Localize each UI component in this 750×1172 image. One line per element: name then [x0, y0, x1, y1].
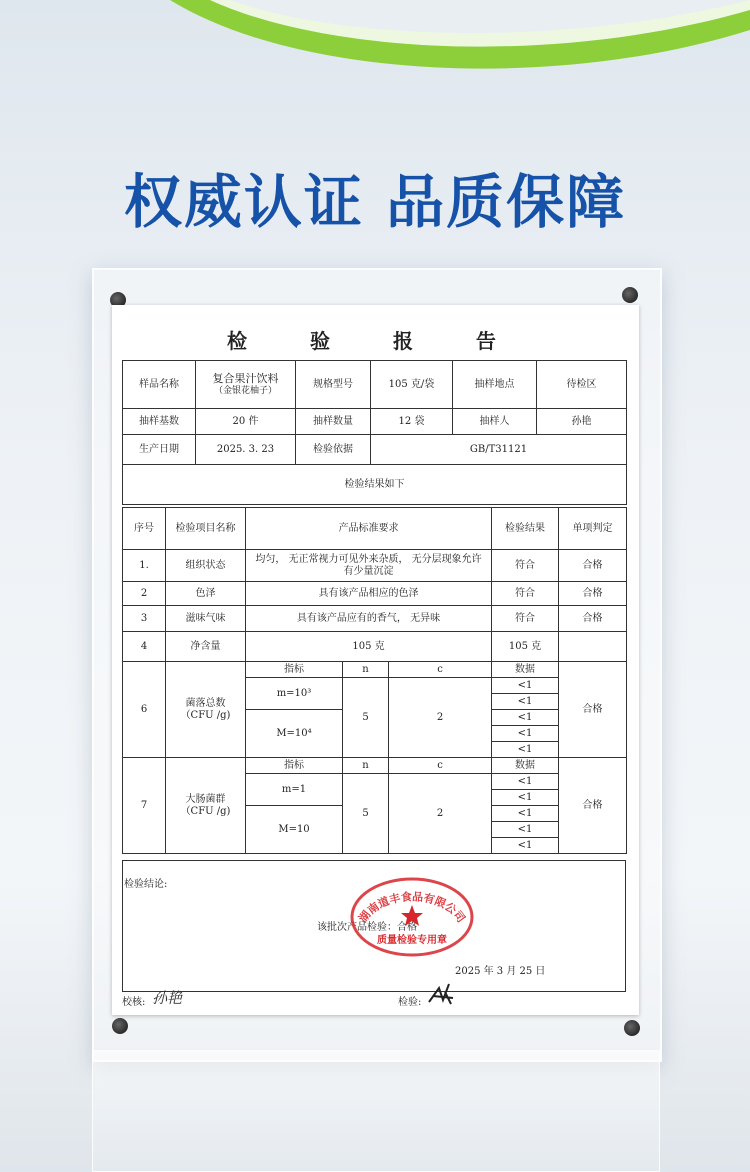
- row-verdict: 合格: [559, 550, 627, 582]
- basis-label: 检验依据: [296, 435, 371, 465]
- table-row: [123, 582, 627, 606]
- micro-n-header: n: [343, 662, 389, 678]
- micro-c: 2: [389, 678, 492, 758]
- results-table: [122, 507, 627, 854]
- micro-data: <1: [492, 838, 559, 854]
- row-standard: 均匀， 无正常视力可见外来杂质， 无分层现象允许有少量沉淀: [246, 550, 492, 582]
- sample-name-main: 复合果汁饮料: [212, 371, 279, 385]
- row-standard: 105 克: [246, 632, 492, 662]
- inspector-label: 检验:: [398, 997, 422, 1008]
- micro-no: 6: [123, 662, 166, 758]
- micro-n-header: n: [343, 758, 389, 774]
- conclusion-text: 该批次产品检验：合格: [317, 922, 417, 933]
- micro-index-header: 指标: [246, 662, 343, 678]
- micro-data-header: 数据: [492, 662, 559, 678]
- bolt-icon: [112, 1018, 128, 1034]
- micro-verdict: 合格: [559, 662, 627, 758]
- checker-label: 校核:: [122, 997, 146, 1008]
- basis-value: GB/T31121: [371, 435, 627, 465]
- headline: 权威认证 品质保障: [123, 168, 627, 236]
- sample-name-sub: （金银花柚子）: [213, 385, 277, 396]
- spec-value: 105 克/袋: [371, 361, 453, 409]
- micro-data: <1: [492, 790, 559, 806]
- qty-value: 12 袋: [371, 409, 453, 435]
- star-icon: [401, 905, 423, 926]
- header-result: 检验结果: [492, 508, 559, 550]
- sampler-label: 抽样人: [453, 409, 537, 435]
- row-standard: 具有该产品应有的香气， 无异味: [246, 606, 492, 632]
- row-no: 4: [123, 632, 166, 662]
- micro-m-high: M=10⁴: [246, 710, 343, 758]
- sample-name-label: 样品名称: [123, 361, 196, 409]
- base-label: 抽样基数: [123, 409, 196, 435]
- row-no: 2: [123, 582, 166, 606]
- table-row: [123, 606, 627, 632]
- bolt-icon: [622, 287, 638, 303]
- micro-m-low: m=1: [246, 774, 343, 806]
- micro-data: <1: [492, 822, 559, 838]
- results-heading: 检验结果如下: [123, 465, 627, 505]
- micro-c-header: c: [389, 662, 492, 678]
- sample-info-table: [122, 360, 627, 505]
- micro-verdict: 合格: [559, 758, 627, 854]
- micro-data: <1: [492, 710, 559, 726]
- report-title: 检 验 报 告: [227, 329, 524, 353]
- stamp-text: 湖南道丰食品有限公司: [356, 890, 468, 926]
- date-label: 生产日期: [123, 435, 196, 465]
- official-seal: [348, 875, 476, 957]
- micro-data: <1: [492, 694, 559, 710]
- stamp-bottom: 质量检验专用章: [377, 935, 447, 946]
- micro-index-header: 指标: [246, 758, 343, 774]
- inspector-signature: [425, 980, 457, 1008]
- micro-data: <1: [492, 806, 559, 822]
- row-verdict: 合格: [559, 606, 627, 632]
- date-value: 2025. 3. 23: [196, 435, 296, 465]
- sample-name-value: [196, 361, 296, 409]
- row-no: 3: [123, 606, 166, 632]
- table-row: [123, 550, 627, 582]
- micro-item: 大肠菌群（CFU /g): [166, 758, 246, 854]
- row-result: 符合: [492, 550, 559, 582]
- row-standard: 具有该产品相应的色泽: [246, 582, 492, 606]
- micro-data-header: 数据: [492, 758, 559, 774]
- micro-data: <1: [492, 774, 559, 790]
- header-verdict: 单项判定: [559, 508, 627, 550]
- row-verdict: [559, 632, 627, 662]
- row-no: 1.: [123, 550, 166, 582]
- micro-n: 5: [343, 774, 389, 854]
- header-standard: 产品标准要求: [246, 508, 492, 550]
- bolt-icon: [624, 1020, 640, 1036]
- header-no: 序号: [123, 508, 166, 550]
- micro-c: 2: [389, 774, 492, 854]
- micro-m-high: M=10: [246, 806, 343, 854]
- base-value: 20 件: [196, 409, 296, 435]
- micro-item: 菌落总数（CFU /g): [166, 662, 246, 758]
- conclusion-label: 检验结论:: [124, 879, 168, 890]
- row-item: 净含量: [166, 632, 246, 662]
- place-label: 抽样地点: [453, 361, 537, 409]
- row-verdict: 合格: [559, 582, 627, 606]
- spec-label: 规格型号: [296, 361, 371, 409]
- row-item: 滋味气味: [166, 606, 246, 632]
- qty-label: 抽样数量: [296, 409, 371, 435]
- sampler-value: 孙艳: [537, 409, 627, 435]
- row-result: 符合: [492, 606, 559, 632]
- report-date: 2025 年 3 月 25 日: [455, 966, 546, 977]
- inspection-report: [112, 305, 639, 1015]
- micro-m-low: m=10³: [246, 678, 343, 710]
- place-value: 待检区: [537, 361, 627, 409]
- row-result: 符合: [492, 582, 559, 606]
- micro-data: <1: [492, 726, 559, 742]
- micro-data: <1: [492, 678, 559, 694]
- micro-no: 7: [123, 758, 166, 854]
- frame-stand: [92, 1050, 660, 1172]
- table-row: [123, 632, 627, 662]
- row-result: 105 克: [492, 632, 559, 662]
- header-item: 检验项目名称: [166, 508, 246, 550]
- checker-signature: 孙艳: [152, 989, 183, 1007]
- row-item: 组织状态: [166, 550, 246, 582]
- top-swoosh-decoration: [0, 0, 750, 120]
- row-item: 色泽: [166, 582, 246, 606]
- micro-c-header: c: [389, 758, 492, 774]
- micro-data: <1: [492, 742, 559, 758]
- micro-n: 5: [343, 678, 389, 758]
